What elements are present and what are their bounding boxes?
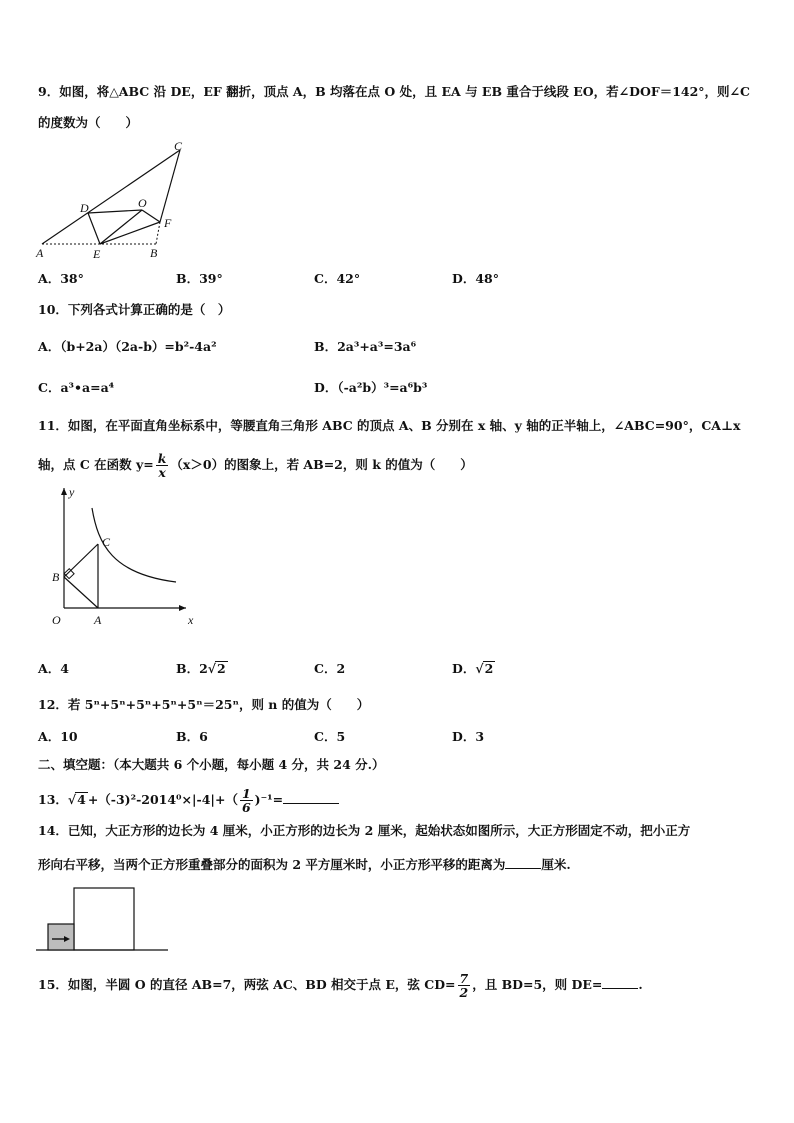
q11-option-b-sqrt: 2 [216,661,226,676]
q14-line1: 14．已知，大正方形的边长为 4 厘米，小正方形的边长为 2 厘米，起始状态如图所示，大正方形固定不动，把小正方 [38,823,691,838]
q11-fraction [156,452,169,479]
q11-label-x: x [188,613,194,627]
q13-fraction: $\frac{1}{6}$ [241,786,251,815]
q12-option-b: B．6 [176,729,208,744]
q11-frac-num: k [157,451,167,466]
q14-answer-blank[interactable] [505,856,541,869]
q11-stem-line1: 11．如图，在平面直角坐标系中，等腰直角三角形 ABC 的顶点 A、B 分别在 x 轴、y 轴的正半轴上，∠ABC=90°，CA⊥x [38,418,741,433]
q15-fraction: $\frac{7}{2}$ [459,971,469,1000]
q11-coordinate-figure [36,484,206,632]
q9-stem-line2: 的度数为（ ） [38,115,139,130]
q15-answer-blank[interactable] [602,976,638,989]
q10-stem: 10．下列各式计算正确的是（ ） [38,302,231,317]
q9-label-b: B [150,246,158,260]
q11-label-o: O [52,613,61,627]
q12-option-d: D．3 [452,729,485,744]
q9-stem-line1: 9．如图，将△ABC 沿 DE，EF 翻折，顶点 A，B 均落在点 O 处，且 EA 与 EB 重合于线段 EO，若∠DOF＝142°，则∠C [38,84,750,99]
q13-sqrt: 4 [77,792,86,807]
q9-label-e: E [93,247,101,261]
q9-option-b: B．39° [176,271,223,286]
q12-option-a: A．10 [38,729,78,744]
q13-answer-blank[interactable] [283,791,339,804]
q10-option-b: B．2a³+a³=3a⁶ [314,339,417,354]
q9-label-f: F [164,216,172,230]
q15-stem: 15．如图，半圆 O 的直径 AB=7，两弦 AC、BD 相交于点 E，弦 CD= $\frac{7}{2}$ ，且 BD=5，则 DE= . [38,971,643,1000]
q11-option-c: C．2 [314,661,346,676]
q11-frac-den: x [158,465,166,480]
q9-label-a: A [36,246,44,260]
q10-option-a: A．（b+2a）（2a-b）=b²-4a² [38,339,217,354]
q11-option-d-sqrt: 2 [484,661,494,676]
q9-triangle-figure [34,140,194,262]
q9-option-a: A．38° [38,271,84,286]
q10-option-d: D．（-a²b）³=a⁶b³ [314,380,428,395]
q14-squares-figure [36,884,176,954]
q9-label-c: C [174,139,183,153]
q11-label-a: A [94,613,102,627]
q12-stem: 12．若 5ⁿ+5ⁿ+5ⁿ+5ⁿ+5ⁿ＝25ⁿ，则 n 的值为（ ） [38,697,370,712]
q11-option-a: A．4 [38,661,69,676]
q9-option-d: D．48° [452,271,499,286]
q9-label-o: O [138,196,147,210]
q11-option-d: D．√2 [452,661,494,676]
q11-stem-line2 [38,452,473,479]
q14-line2: 形向右平移，当两个正方形重叠部分的面积为 2 平方厘米时，小正方形平移的距离为 厘米. [38,857,571,872]
q11-stem-pre: 轴，点 C 在函数 y= [38,457,154,472]
q11-option-b: B．2√2 [176,661,226,676]
q9-option-c: C．42° [314,271,361,286]
q11-stem-post: （x＞0）的图象上，若 AB=2，则 k 的值为（ ） [170,457,473,472]
q12-option-c: C．5 [314,729,346,744]
q13-expression: 13．√4 +（-3)²-2014⁰×|-4|+（ $\frac{1}{6}$ )⁻¹= [38,787,339,814]
section-title-fill-in: 二、填空题：（本大题共 6 个小题，每小题 4 分，共 24 分.） [38,757,385,772]
q11-label-c: C [102,535,111,549]
q11-label-b: B [52,570,60,584]
q10-option-c: C．a³•a=a⁴ [38,380,115,395]
q9-label-d: D [80,201,89,215]
q11-label-y: y [69,485,75,499]
